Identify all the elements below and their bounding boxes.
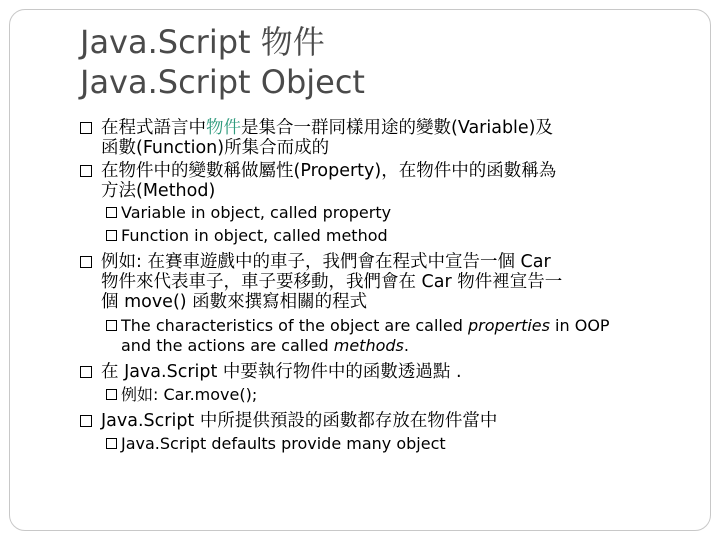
bullet-5-sub-1: Java.Script defaults provide many object [106,434,690,454]
slide-body [80,118,690,454]
bullet-1-post: 是集合一群同樣用途的變數(Variable)及 [241,118,554,138]
bullet-3-line-3: 個 move() 函數來撰寫相關的程式 [101,292,368,312]
slide-title [80,22,365,102]
sub-bullet-box-icon [106,320,117,331]
bullet-box-icon [80,366,92,378]
properties-term: properties [467,316,550,335]
bullet-box-icon [80,256,92,268]
bullet-3-sub-1: The characteristics of the object are called properties in OOP and the actions are called methods. [106,316,690,356]
bullet-1-pre: 在程式語言中 [101,118,206,138]
bullet-box-icon [80,165,92,177]
bullet-2-sub-1: Variable in object, called property [106,203,690,223]
bullet-3 [80,252,690,312]
bullet-box-icon [80,122,92,134]
methods-term: methods [333,336,404,355]
bullet-2-line-2: 方法(Method) [101,181,216,201]
sub-bullet-box-icon [106,207,117,218]
bullet-3-line-2: 物件來代表車子，車子要移動，我們會在 Car 物件裡宣告一 [101,272,563,292]
bullet-3-line-1: 例如: 在賽車遊戲中的車子，我們會在程式中宣告一個 Car [101,252,551,272]
bullet-2-sub-2: Function in object, called method [106,226,690,246]
bullet-5: Java.Script 中所提供預設的函數都存放在物件當中 [80,411,690,431]
title-line-2: Java.Script Object [80,63,365,101]
bullet-4-sub-1: 例如: Car.move(); [106,385,690,405]
bullet-box-icon [80,415,92,427]
bullet-1-line-2: 函數(Function)所集合而成的 [101,138,330,158]
sub-bullet-box-icon [106,389,117,400]
title-line-1: Java.Script 物件 [80,23,325,61]
bullet-2 [80,161,690,201]
bullet-2-line-1: 在物件中的變數稱做屬性(Property)，在物件中的函數稱為 [101,161,557,181]
bullet-1 [80,118,690,158]
bullet-1-highlight: 物件 [206,118,241,138]
sub-bullet-box-icon [106,230,117,241]
bullet-4: 在 Java.Script 中要執行物件中的函數透過點 . [80,362,690,382]
sub-bullet-box-icon [106,438,117,449]
